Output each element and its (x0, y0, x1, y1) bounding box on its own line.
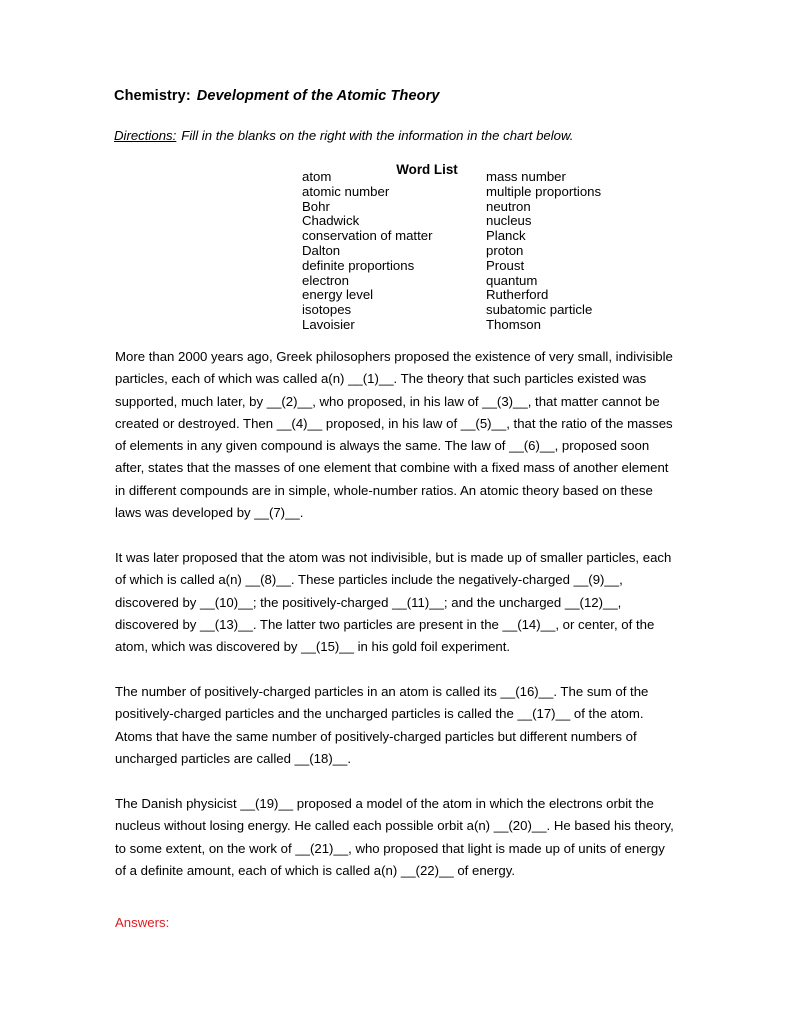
word-list-row (302, 170, 632, 185)
word-list-row (302, 259, 632, 274)
word-list-term: mass number (486, 169, 566, 184)
word-list-heading: Word List (396, 162, 458, 177)
body-paragraph-2-container (115, 547, 677, 681)
body-paragraph-4: The Danish physicist __(19)__ proposed a model of the atom in which the electrons orbit the nucleus without losing energy. He called each possible orbit a(n) __(20)__. He based his theory, to some extent, on the work of __(21)__, who proposed that light is made up of units of energy of a definite amount, each of which is called a(n) __(22)__ of energy. (115, 796, 674, 878)
word-list-term: isotopes (302, 302, 352, 318)
word-list (302, 170, 632, 333)
answers-label: Answers: (115, 915, 170, 930)
body-paragraph-1: More than 2000 years ago, Greek philosophers proposed the existence of very small, indivisible particles, each of which was called a(n) __(1)__. The theory that such particles existed was supported, much later, by __(2)__, who proposed, in his law of __(3)__, that matter cannot be created or destroyed. Then __(4)__ proposed, in his law of __(5)__, that the ratio of the masses of elements in any given compound is always the same. The law of __(6)__, proposed soon after, states that the masses of one element that combine with a fixed mass of another element in different compounds are in simple, whole-number ratios. An atomic theory based on these laws was developed by __(7)__. (115, 349, 673, 521)
word-list-term: Dalton (302, 242, 341, 258)
word-list-row (302, 318, 632, 333)
word-list-row (302, 274, 632, 289)
page-title-lead: Chemistry: (114, 88, 191, 104)
word-list-row (302, 244, 632, 259)
body-paragraph-2: It was later proposed that the atom was not indivisible, but is made up of smaller particles, each of which is called a(n) __(8)__. These particles include the negatively-charged __(9)__, discovered by __(10)__; the positively-charged __(11)__; and the uncharged __(12)__, discovered by __(13)__. The latter two particles are present in the __(14)__, or center, of the atom, which was discovered by __(15)__ in his gold foil experiment. (115, 550, 672, 655)
word-list-term: Chadwick (302, 213, 360, 229)
body-paragraph-3: The number of positively-charged particles in an atom is called its __(16)__. The sum of the positively-charged particles and the uncharged particles is called the __(17)__ of the atom. Atoms that have the same number of positively-charged particles but different numbers of uncharged particles are called __(18)__. (115, 684, 649, 766)
word-list-term: Proust (486, 257, 525, 273)
word-list-term: definite proportions (302, 257, 415, 273)
body-paragraph-1-container (115, 346, 677, 547)
directions-text: Fill in the blanks on the right with the information in the chart below. (181, 128, 574, 143)
word-list-term: Bohr (302, 198, 330, 214)
word-list-term: subatomic particle (486, 302, 593, 318)
word-list-term: multiple proportions (486, 183, 602, 199)
word-list-term: atomic number (302, 183, 390, 199)
word-list-term: electron (302, 272, 349, 288)
word-list-term: quantum (486, 272, 538, 288)
word-list-term: Lavoisier (302, 316, 355, 332)
page-title-main: Development of the Atomic Theory (196, 88, 440, 104)
word-list-row (302, 185, 632, 200)
word-list-term: nucleus (486, 213, 532, 229)
word-list-row (302, 200, 632, 215)
page-title (114, 88, 440, 104)
directions-line (114, 128, 573, 143)
word-list-term: energy level (302, 287, 374, 303)
body-paragraph-4-container (115, 793, 677, 882)
word-list-term: atom (302, 169, 332, 184)
word-list-term: proton (486, 242, 524, 258)
word-list-term: Rutherford (486, 287, 549, 303)
directions-label: Directions: (114, 128, 177, 143)
word-list-row (302, 214, 632, 229)
word-list-row (302, 303, 632, 318)
word-list-term: conservation of matter (302, 228, 433, 244)
word-list-term: Planck (486, 228, 526, 244)
word-list-row (302, 288, 632, 303)
word-list-term: Thomson (486, 316, 541, 332)
body-paragraph-3-container (115, 681, 677, 792)
word-list-row (302, 229, 632, 244)
word-list-term: neutron (486, 198, 531, 214)
